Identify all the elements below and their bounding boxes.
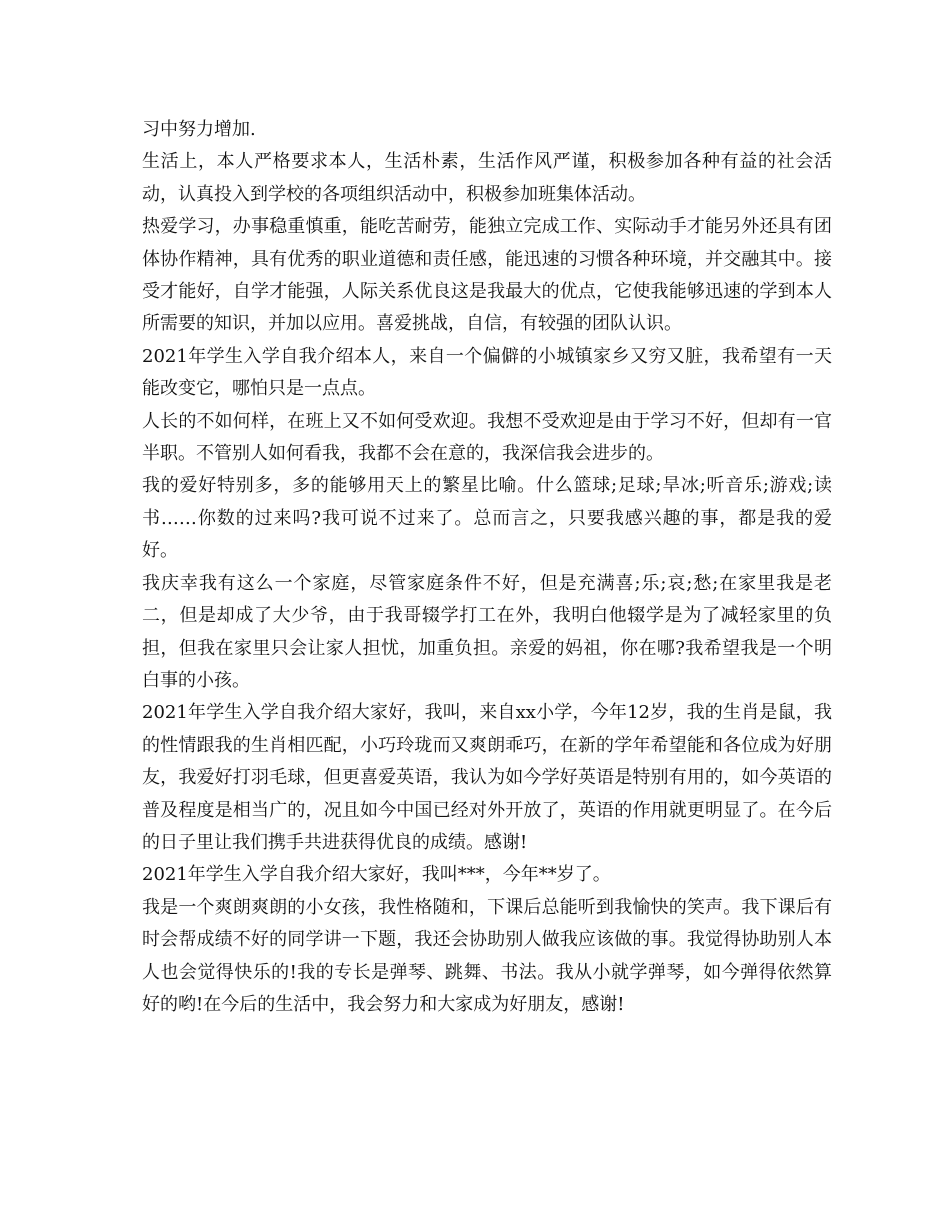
paragraph-hobbies: 我的爱好特别多，多的能够用天上的繁星比喻。什么篮球;足球;旱冰;听音乐;游戏;读书……你数的过来吗?我可说不过来了。总而言之，只要我感兴趣的事，都是我的爱好。 xyxy=(142,475,832,562)
paragraph-love-learning: 热爱学习，办事稳重慎重，能吃苦耐劳，能独立完成工作、实际动手才能另外还具有团体协作精神，具有优秀的职业道德和责任感，能迅速的习惯各种环境，并交融其中。接受才能好，自学才能强，人际关系优良这是我最大的优点，它使我能够迅速的学到本人所需要的知识，并加以应用。喜爱挑战，自信，有较强的团队认识。 xyxy=(142,216,832,335)
paragraph-intro-school: 2021年学生入学自我介绍大家好，我叫，来自xx小学，今年12岁，我的生肖是鼠，我的性情跟我的生肖相匹配，小巧玲珑而又爽朗乖巧，在新的学年希望能和各位成为好朋友，我爱好打羽毛球，但更喜爱英语，我认为如今学好英语是特别有用的，如今英语的普及程度是相当广的，况且如今中国已经对外开放了，英语的作用就更明显了。在今后的日子里让我们携手共进获得优良的成绩。感谢! xyxy=(142,702,832,853)
paragraph-study-effort: 习中努力增加. xyxy=(142,119,256,140)
paragraph-family: 我庆幸我有这么一个家庭，尽管家庭条件不好，但是充满喜;乐;哀;愁;在家里我是老二，但是却成了大少爷，由于我哥辍学打工在外，我明白他辍学是为了减轻家里的负担，但我在家里只会让家人担忧，加重负担。亲爱的妈祖，你在哪?我希望我是一个明白事的小孩。 xyxy=(142,572,832,691)
paragraph-personality: 我是一个爽朗爽朗的小女孩，我性格随和，下课后总能听到我愉快的笑声。我下课后有时会帮成绩不好的同学讲一下题，我还会协助别人做我应该做的事。我觉得协助别人本人也会觉得快乐的!我的专长是弹琴、跳舞、书法。我从小就学弹琴，如今弹得依然算好的哟!在今后的生活中，我会努力和大家成为好朋友，感谢! xyxy=(142,896,832,1015)
paragraph-appearance: 人长的不如何样，在班上又不如何受欢迎。我想不受欢迎是由于学习不好，但却有一官半职。不管别人如何看我，我都不会在意的，我深信我会进步的。 xyxy=(142,410,832,465)
document-page xyxy=(142,114,832,1021)
paragraph-intro-hometown: 2021年学生入学自我介绍本人，来自一个偏僻的小城镇家乡又穷又脏，我希望有一天能改变它，哪怕只是一点点。 xyxy=(142,345,832,400)
paragraph-intro-short: 2021年学生入学自我介绍大家好，我叫***，今年**岁了。 xyxy=(142,864,611,886)
paragraph-life: 生活上，本人严格要求本人，生活朴素，生活作风严谨，积极参加各种有益的社会活动，认真投入到学校的各项组织活动中，积极参加班集体活动。 xyxy=(142,151,832,205)
